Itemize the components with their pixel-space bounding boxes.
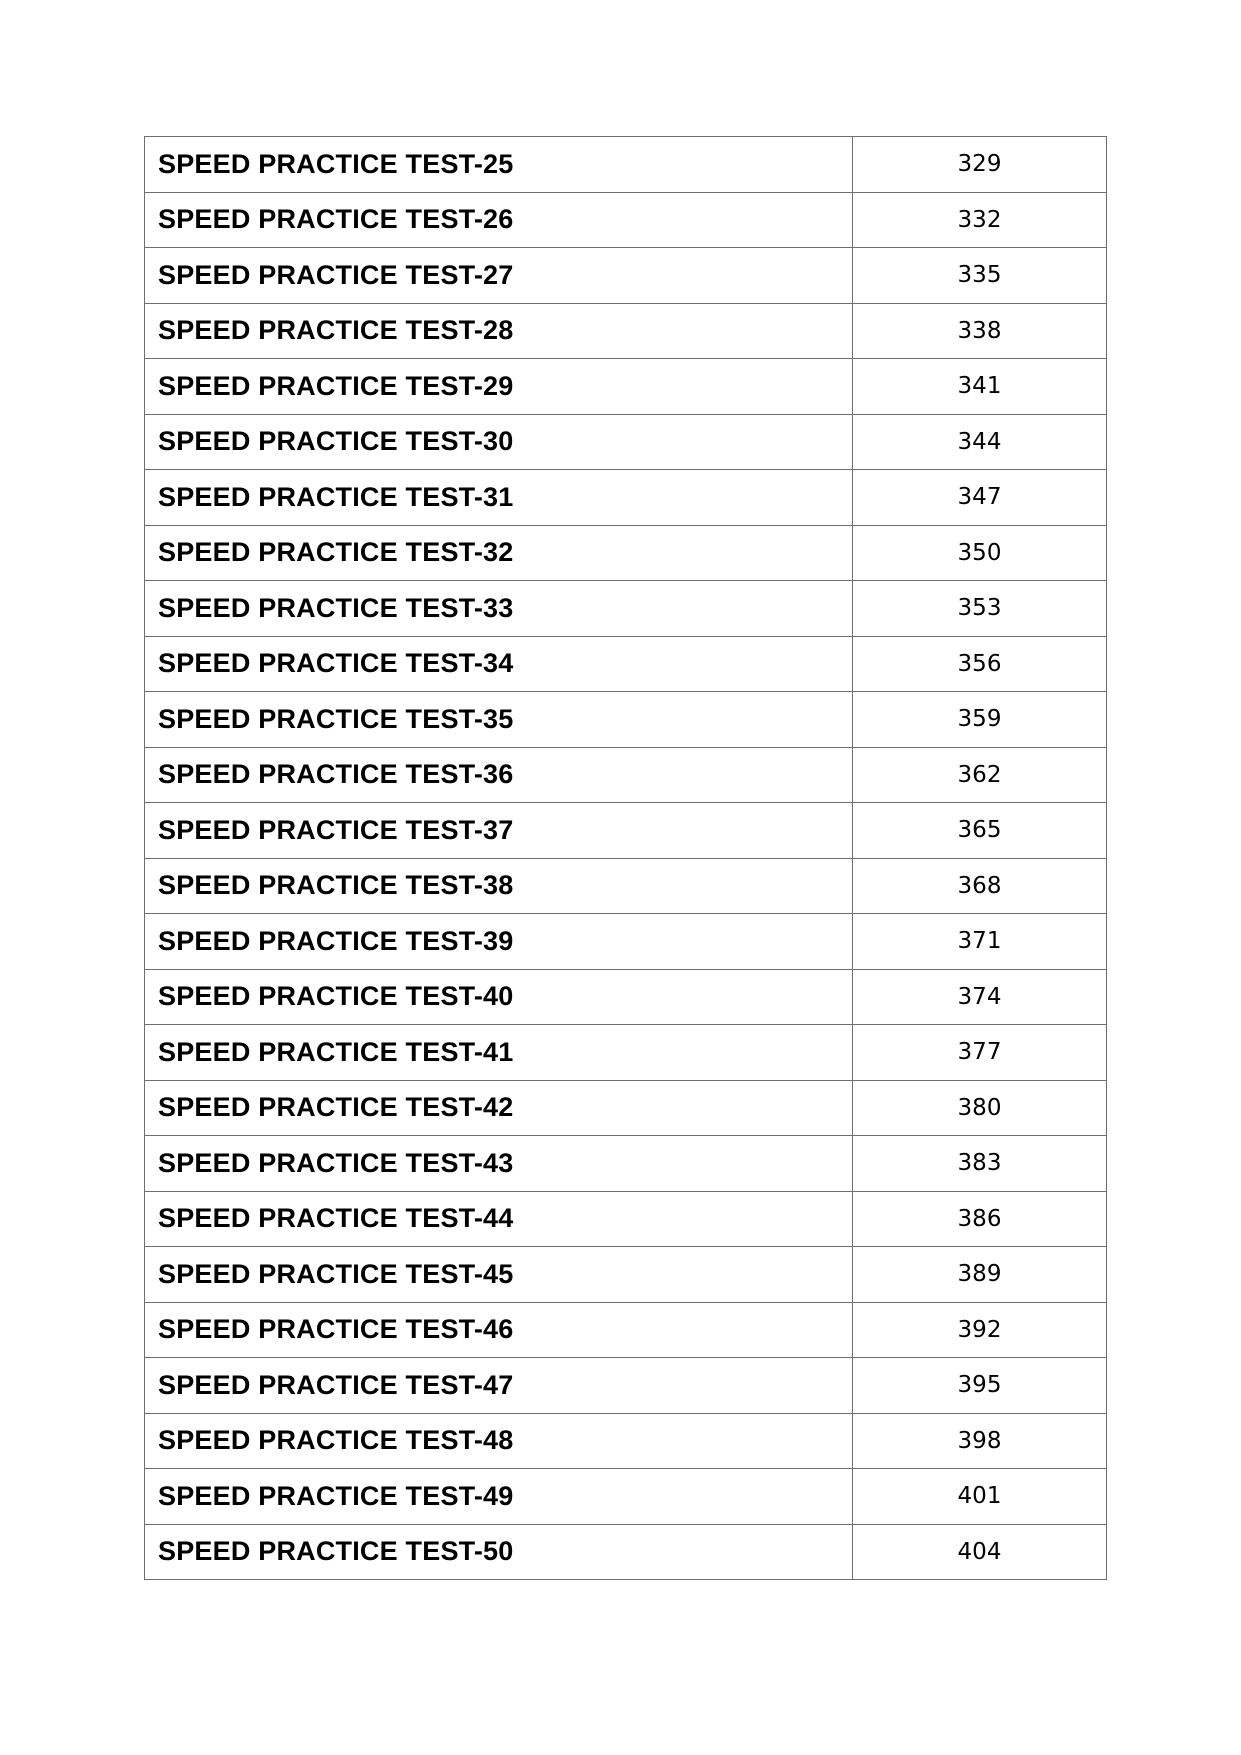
- page-number: 383: [853, 1136, 1107, 1192]
- page-number: 350: [853, 525, 1107, 581]
- test-title: SPEED PRACTICE TEST-34: [145, 636, 853, 692]
- test-title: SPEED PRACTICE TEST-30: [145, 414, 853, 470]
- test-title: SPEED PRACTICE TEST-31: [145, 470, 853, 526]
- page-number: 395: [853, 1358, 1107, 1414]
- table-row: [145, 1358, 1107, 1414]
- page-number: 332: [853, 192, 1107, 248]
- page-number: 365: [853, 803, 1107, 859]
- page-number: 368: [853, 858, 1107, 914]
- test-title: SPEED PRACTICE TEST-44: [145, 1191, 853, 1247]
- page-number: 377: [853, 1025, 1107, 1081]
- test-title: SPEED PRACTICE TEST-45: [145, 1247, 853, 1303]
- table-row: [145, 581, 1107, 637]
- table-row: [145, 359, 1107, 415]
- page-number: 338: [853, 303, 1107, 359]
- table-row: [145, 414, 1107, 470]
- test-title: SPEED PRACTICE TEST-33: [145, 581, 853, 637]
- test-title: SPEED PRACTICE TEST-50: [145, 1524, 853, 1580]
- test-title: SPEED PRACTICE TEST-47: [145, 1358, 853, 1414]
- table-row: [145, 525, 1107, 581]
- test-title: SPEED PRACTICE TEST-41: [145, 1025, 853, 1081]
- table-row: [145, 1413, 1107, 1469]
- page-number: 353: [853, 581, 1107, 637]
- test-title: SPEED PRACTICE TEST-39: [145, 914, 853, 970]
- test-title: SPEED PRACTICE TEST-49: [145, 1469, 853, 1525]
- table-row: [145, 470, 1107, 526]
- test-title: SPEED PRACTICE TEST-35: [145, 692, 853, 748]
- test-title: SPEED PRACTICE TEST-36: [145, 747, 853, 803]
- toc-body: [145, 137, 1107, 1580]
- page-number: 335: [853, 248, 1107, 304]
- test-title: SPEED PRACTICE TEST-40: [145, 969, 853, 1025]
- table-row: [145, 1191, 1107, 1247]
- test-title: SPEED PRACTICE TEST-46: [145, 1302, 853, 1358]
- table-row: [145, 969, 1107, 1025]
- page-number: 341: [853, 359, 1107, 415]
- test-title: SPEED PRACTICE TEST-26: [145, 192, 853, 248]
- page-number: 359: [853, 692, 1107, 748]
- page-number: 356: [853, 636, 1107, 692]
- test-title: SPEED PRACTICE TEST-48: [145, 1413, 853, 1469]
- test-title: SPEED PRACTICE TEST-37: [145, 803, 853, 859]
- page-number: 362: [853, 747, 1107, 803]
- table-row: [145, 636, 1107, 692]
- page-number: 374: [853, 969, 1107, 1025]
- test-title: SPEED PRACTICE TEST-29: [145, 359, 853, 415]
- page-number: 401: [853, 1469, 1107, 1525]
- test-title: SPEED PRACTICE TEST-43: [145, 1136, 853, 1192]
- page-number: 398: [853, 1413, 1107, 1469]
- table-row: [145, 192, 1107, 248]
- table-row: [145, 858, 1107, 914]
- page-number: 386: [853, 1191, 1107, 1247]
- table-row: [145, 1302, 1107, 1358]
- test-title: SPEED PRACTICE TEST-25: [145, 137, 853, 193]
- table-row: [145, 137, 1107, 193]
- table-row: [145, 747, 1107, 803]
- test-title: SPEED PRACTICE TEST-27: [145, 248, 853, 304]
- table-row: [145, 1136, 1107, 1192]
- table-row: [145, 1247, 1107, 1303]
- page-number: 380: [853, 1080, 1107, 1136]
- test-title: SPEED PRACTICE TEST-32: [145, 525, 853, 581]
- table-row: [145, 914, 1107, 970]
- table-row: [145, 1469, 1107, 1525]
- page-number: 371: [853, 914, 1107, 970]
- page-number: 392: [853, 1302, 1107, 1358]
- test-title: SPEED PRACTICE TEST-42: [145, 1080, 853, 1136]
- page-number: 404: [853, 1524, 1107, 1580]
- table-row: [145, 248, 1107, 304]
- page-number: 329: [853, 137, 1107, 193]
- table-row: [145, 1025, 1107, 1081]
- table-row: [145, 803, 1107, 859]
- table-row: [145, 1080, 1107, 1136]
- test-title: SPEED PRACTICE TEST-38: [145, 858, 853, 914]
- table-row: [145, 1524, 1107, 1580]
- page-number: 344: [853, 414, 1107, 470]
- page-number: 347: [853, 470, 1107, 526]
- table-row: [145, 303, 1107, 359]
- table-of-contents: [144, 136, 1107, 1580]
- page-number: 389: [853, 1247, 1107, 1303]
- table-row: [145, 692, 1107, 748]
- test-title: SPEED PRACTICE TEST-28: [145, 303, 853, 359]
